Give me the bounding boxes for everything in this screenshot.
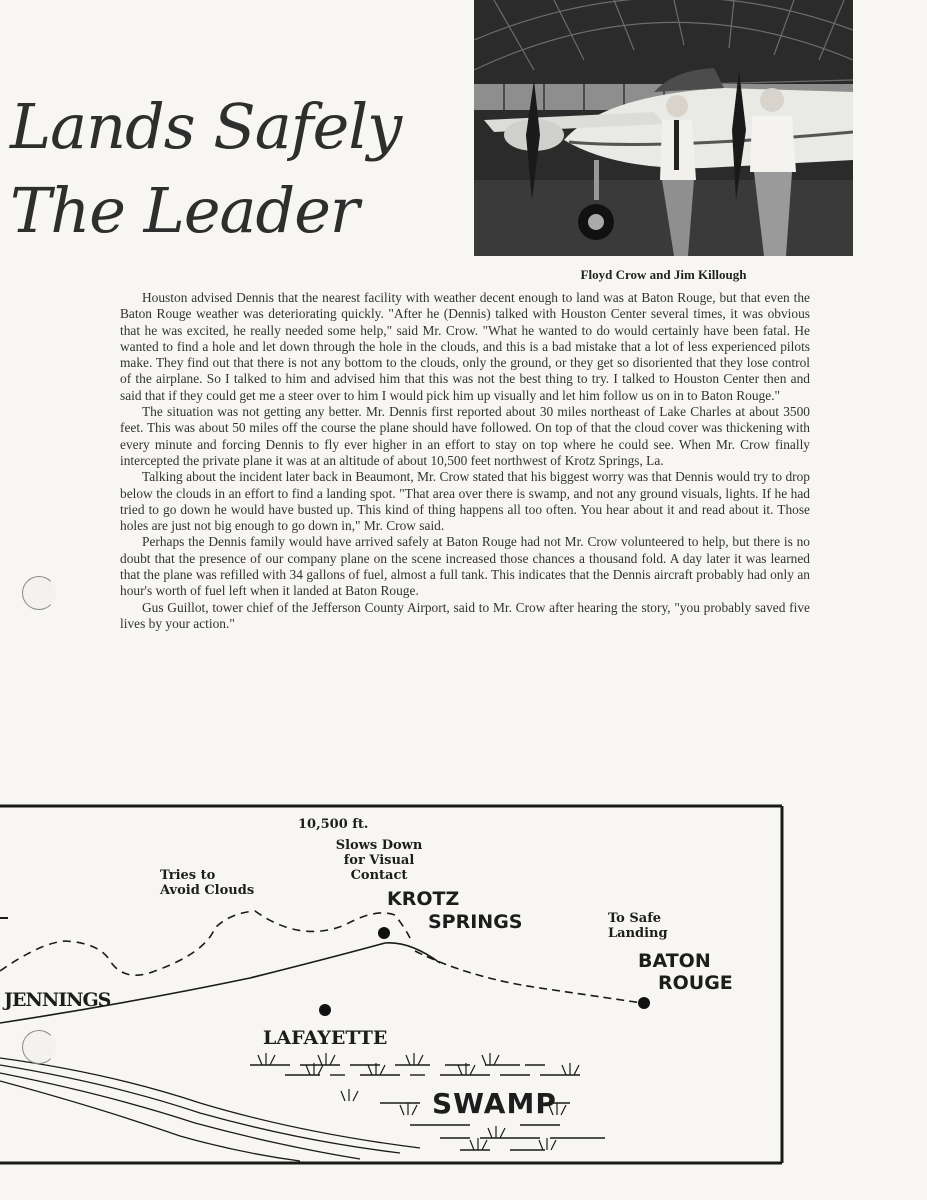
rouge-label: ROUGE xyxy=(658,972,733,994)
flight-path-diagram xyxy=(0,803,927,1173)
article-body xyxy=(120,290,810,632)
article-paragraph-1: Houston advised Dennis that the nearest facility with weather decent enough to land was at Baton Rouge, but that even the Baton Rouge weather was deteriorating quickly. "After he (Dennis) talked with Houston Center several times, it was obvious that he was excited, he really needed some help," said Mr. Crow. "What he wanted to do would certainly have been fatal. He wanted to find a hole and let down through the hole in the clouds, and this is a bad mistake that a lot of less experienced pilots make. They find out that there is not any bottom to the clouds, only the ground, or they get so disoriented that they lose control of the airplane. So I talked to him and advised him that this was not the best thing to try. I talked to Houston Center then and said that if they could get me a steer over to him I would pick him up visually and let him follow us on in to Baton Rouge." xyxy=(120,290,810,403)
hangar-photo xyxy=(474,0,853,256)
binder-hole xyxy=(22,1030,56,1064)
altitude-label: 10,500 ft. xyxy=(298,817,369,832)
swamp-label: SWAMP xyxy=(432,1087,557,1120)
article-paragraph-4: Perhaps the Dennis family would have arrived safely at Baton Rouge had not Mr. Crow volunteered to help, but there is no doubt that the presence of our company plane on the scene increased those chances a thousand fold. A day later it was learned that the plane was refilled with 34 gallons of fuel, almost a full tank. This indicates that the Dennis aircraft probably had only an hour's worth of fuel left when it landed at Baton Rouge. xyxy=(120,534,810,599)
springs-label: SPRINGS xyxy=(428,911,523,933)
slows-down-label: Slows Down for Visual Contact xyxy=(335,838,423,883)
photo-caption: Floyd Crow and Jim Killough xyxy=(580,267,747,282)
jennings-label: JENNINGS xyxy=(4,989,111,1011)
lafayette-label: LAFAYETTE xyxy=(263,1027,388,1049)
krotz-label: KROTZ xyxy=(387,888,460,910)
article-paragraph-2: The situation was not getting any better. Mr. Dennis first reported about 30 miles northeast of Lake Charles at about 3500 feet. This was about 50 miles off the course the plane should have followed. On top of that the cloud cover was thickening with every minute and forcing Dennis to fly ever higher in an effort to stay on top where he could see. When Mr. Crow finally intercepted the private plane it was at an altitude of about 10,500 feet northwest of Krotz Springs, La. xyxy=(120,404,810,468)
headline-line-2: The Leader xyxy=(10,174,359,247)
to-safe-landing-label: To Safe Landing xyxy=(608,911,668,941)
baton-label: BATON xyxy=(638,950,711,972)
binder-hole xyxy=(22,576,56,610)
article-paragraph-5: Gus Guillot, tower chief of the Jefferson County Airport, said to Mr. Crow after hearing the story, "you probably saved five lives by your action." xyxy=(120,599,810,631)
headline-line-1: Lands Safely xyxy=(10,90,402,163)
article-paragraph-3: Talking about the incident later back in Beaumont, Mr. Crow stated that his biggest worry was that Dennis would try to drop below the clouds in an effort to find a landing spot. "That area over there is swamp, and not any ground visuals, lights. If he had tried to go down he would have busted up. This kind of thing happens all too often. You hear about it and read about it. Those holes are just not big enough to go down in," Mr. Crow said. xyxy=(120,469,810,534)
tries-to-avoid-clouds-label: Tries to Avoid Clouds xyxy=(160,868,255,898)
